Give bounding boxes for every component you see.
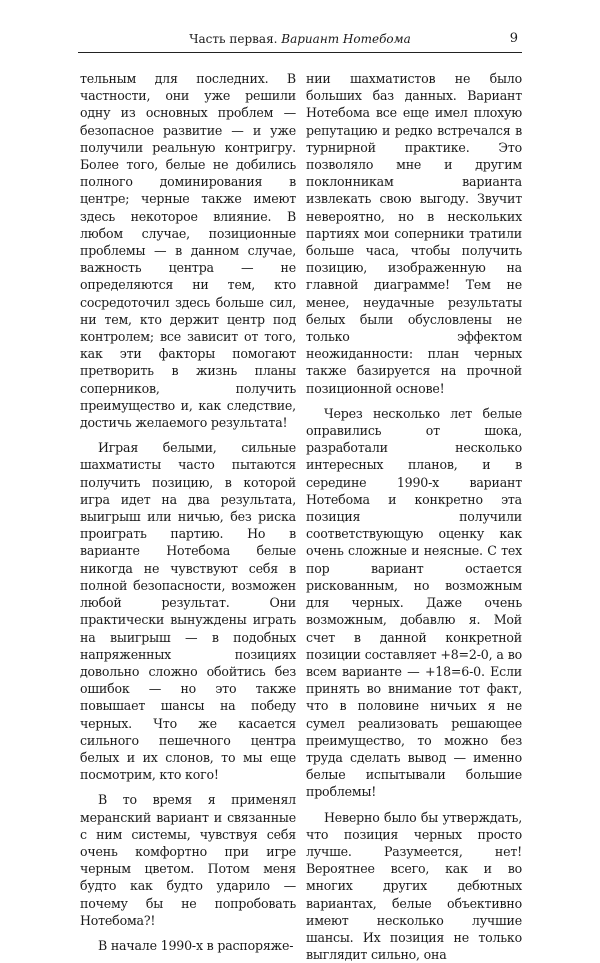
left-paragraph-2: Играя белыми, сильные шахматисты часто пытаются получить позицию, в которой игра идет на два результата, выигрыш или ничью, без риска проиграть партию. Но в варианте Нотебома белые никогда не чувствуют себя в полной безопасности, возможен любой результат. Они практически вынуждены играть на выигрыш — в подобных напряженных позициях довольно сложно обойтись без ошибок — но это также повышает шансы на победу черных. Что же касается сильного пешечного центра белых и их слонов, то мы еще посмотрим, кто кого!	[80, 440, 296, 783]
left-paragraph-1: тельным для последних. В частности, они уже решили одну из основных проблем — безопасное развитие — и уже получили реальную контригру. Более того, белые не добились полного доминирования в центре; черные также имеют здесь некоторое влияние. В любом случае, позиционные проблемы — в данном случае, важность центра — не определяются ни тем, кто сосредоточил здесь больше сил, ни тем, кто держит центр под контролем; все зависит от того, как эти факторы помогают претворить в жизнь планы соперников, получить преимущество и, как следствие, достичь желаемого результата!	[80, 71, 296, 431]
page-number: 9	[509, 31, 518, 46]
left-text-column	[80, 70, 296, 954]
left-paragraph-3: В то время я применял меранский вариант и связанные с ним системы, чувствуя себя очень комфортно при игре черным цветом. Потом меня будто как будто ударило — почему бы не попробовать Нотебома?!	[80, 792, 296, 928]
right-text-column	[306, 70, 522, 963]
right-paragraph-2: Через несколько лет белые оправились от шока, разработали несколько интересных планов, и в середине 1990-х вариант Нотебома и конкретно эта позиция получили соответствующую оценку как очень сложные и неясные. С тех пор вариант остается рискованным, но возможным для черных. Даже очень возможным, добавлю я. Мой счет в данной конкретной позиции составляет +8=2-0, а во всем варианте — +18=6-0. Если принять во внимание тот факт, что в половине ничьих я не сумел реализовать решающее преимущество, то можно без труда сделать вывод — именно белые испытывали большие проблемы!	[306, 405, 522, 800]
right-paragraph-1: нии шахматистов не было больших баз данных. Вариант Нотебома все еще имел плохую репутацию и редко встречался в турнирной практике. Это позволяло мне и другим поклонникам варианта извлекать свою выгоду. Звучит невероятно, но в нескольких партиях мои соперники тратили больше часа, чтобы получить позицию, изображенную на главной диаграмме! Тем не менее, неудачные результаты белых были обусловлены не только эффектом неожиданности: план черных также базируется на прочной позиционной основе!	[306, 71, 522, 396]
running-header	[78, 30, 522, 53]
left-paragraph-4: В начале 1990-х в распоряже-	[98, 937, 294, 953]
header-chapter-title: Вариант Нотебома	[281, 32, 411, 46]
right-paragraph-3: Неверно было бы утверждать, что позиция черных просто лучше. Разумеется, нет! Вероятнее всего, как и во многих других дебютных вариантах, белые объективно имеют несколько лучшие шансы. Их позиция не только выглядит сильно, она	[306, 809, 522, 963]
header-part-label: Часть первая.	[189, 32, 278, 46]
running-header-title	[78, 32, 522, 46]
